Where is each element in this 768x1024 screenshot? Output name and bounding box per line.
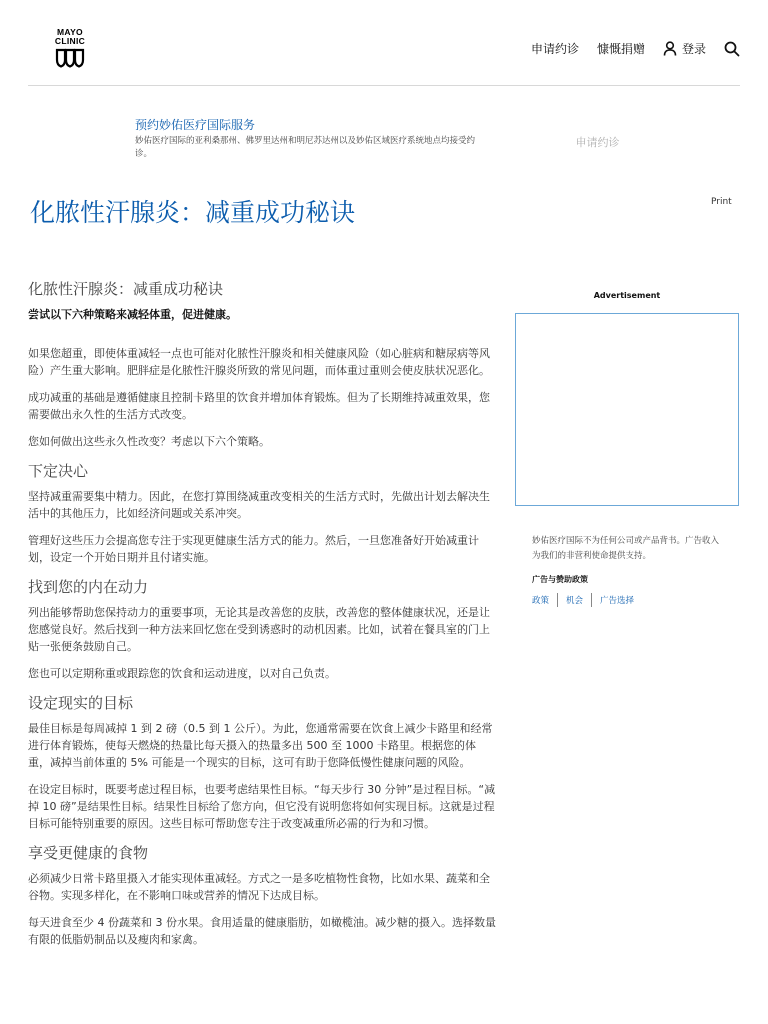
ad-policy-title: 广告与赞助政策	[532, 575, 588, 584]
nav-appointment-link[interactable]: 申请约诊	[530, 42, 579, 56]
logo-text-line1: MAYO	[57, 27, 83, 37]
section-paragraph: 坚持减重需要集中精力。因此，在您打算围绕减重改变相关的生活方式时，先做出计划去解决生活中的其他压力，比如经济问题或关系冲突。	[28, 490, 490, 520]
article-lead: 尝试以下六种策略来减轻体重，促进健康。	[28, 308, 237, 321]
intro-paragraph: 如果您超重，即使体重减轻一点也可能对化脓性汗腺炎和相关健康风险（如心脏病和糖尿病等风险）产生重大影响。肥胖症是化脓性汗腺炎所致的常见问题，而体重过重则会使皮肤状况恶化。	[28, 347, 490, 377]
section-paragraph: 必须减少日常卡路里摄入才能实现体重减轻。方式之一是多吃植物性食物，比如水果、蔬菜和全谷物。实现多样化，在不影响口味或营养的情况下达成目标。	[28, 872, 490, 902]
policy-link[interactable]: 政策	[532, 596, 550, 606]
login-label: 登录	[681, 42, 706, 56]
link-divider	[557, 593, 558, 607]
section-paragraph: 在设定目标时，既要考虑过程目标，也要考虑结果性目标。“每天步行 30 分钟”是过程目标。“减掉 10 磅”是结果性目标。结果性目标给了您方向，但它没有说明您将如何实现目标。这就是过程目标可能特别重要的原因。这些目标可帮助您专注于改变减重所必需的行为和习惯。	[28, 783, 496, 830]
article-title: 化脓性汗腺炎：减重成功秘诀	[28, 280, 224, 298]
section-paragraph: 管理好这些压力会提高您专注于实现更健康生活方式的能力。然后，一旦您准备好开始减重计划，设定一个开始日期并且付诸实施。	[28, 534, 479, 564]
section-heading: 下定决心	[28, 462, 89, 480]
nav-login-link[interactable]	[663, 40, 706, 57]
advertisement-label: Advertisement	[593, 291, 661, 300]
intro-paragraph: 成功减重的基础是遵循健康且控制卡路里的饮食并增加体育锻炼。但为了长期维持减重效果，您需要做出永久性的生活方式改变。	[28, 391, 490, 421]
logo-text-line2: CLINIC	[54, 36, 86, 46]
promo-appointment-button[interactable]: 申请约诊	[560, 134, 635, 150]
section-paragraph: 每天进食至少 4 份蔬菜和 3 份水果。食用适量的健康脂肪，如橄榄油。减少糖的摄入。选择数量有限的低脂奶制品以及瘦肉和家禽。	[28, 916, 496, 946]
shield-logo-icon	[55, 48, 85, 68]
link-divider	[591, 593, 592, 607]
ad-disclaimer: 妙佑医疗国际不为任何公司或产品背书。广告收入为我们的非营利使命提供支持。	[532, 536, 720, 561]
ad-choices-link[interactable]: 广告选择	[600, 596, 635, 606]
site-header	[0, 0, 768, 86]
promo-title-link[interactable]: 预约妙佑医疗国际服务	[135, 118, 256, 132]
section-heading: 设定现实的目标	[28, 694, 134, 712]
nav-donate-link[interactable]: 慷慨捐赠	[596, 42, 645, 56]
mayo-clinic-logo[interactable]	[50, 28, 90, 68]
header-divider	[28, 85, 740, 86]
article-body	[28, 278, 496, 958]
top-nav	[531, 40, 740, 57]
intro-paragraph: 您如何做出这些永久性改变？考虑以下六个策略。	[28, 435, 270, 448]
promo-description: 妙佑医疗国际的亚利桑那州、佛罗里达州和明尼苏达州以及妙佑区域医疗系统地点均接受约诊。	[135, 136, 476, 159]
advertisement-slot[interactable]	[515, 313, 739, 506]
section-heading: 享受更健康的食物	[28, 844, 149, 862]
search-icon[interactable]	[724, 41, 740, 57]
ad-policy-links	[532, 593, 634, 607]
opportunities-link[interactable]: 机会	[566, 596, 584, 606]
section-heading: 找到您的内在动力	[28, 578, 149, 596]
section-paragraph: 最佳目标是每周减掉 1 到 2 磅（0.5 到 1 公斤）。为此，您通常需要在饮食上减少卡路里和经常进行体育锻炼，使每天燃烧的热量比每天摄入的热量多出 500 至 1000 卡路里。根据您的体重，减掉当前体重的 5% 可能是一个现实的目标，这可有助于您降低慢性健康问题的风险。	[28, 722, 493, 769]
print-link[interactable]: Print	[711, 197, 732, 207]
section-paragraph: 您也可以定期称重或跟踪您的饮食和运动进度，以对自己负责。	[28, 667, 336, 680]
section-paragraph: 列出能够帮助您保持动力的重要事项，无论其是改善您的皮肤，改善您的整体健康状况，还是让您感觉良好。然后找到一种方法来回忆您在受到诱惑时的动机因素。比如，试着在餐具室的门上贴一张便条鼓励自己。	[28, 606, 490, 653]
page-title: 化脓性汗腺炎：减重成功秘诀	[30, 198, 356, 227]
user-icon	[663, 41, 677, 56]
